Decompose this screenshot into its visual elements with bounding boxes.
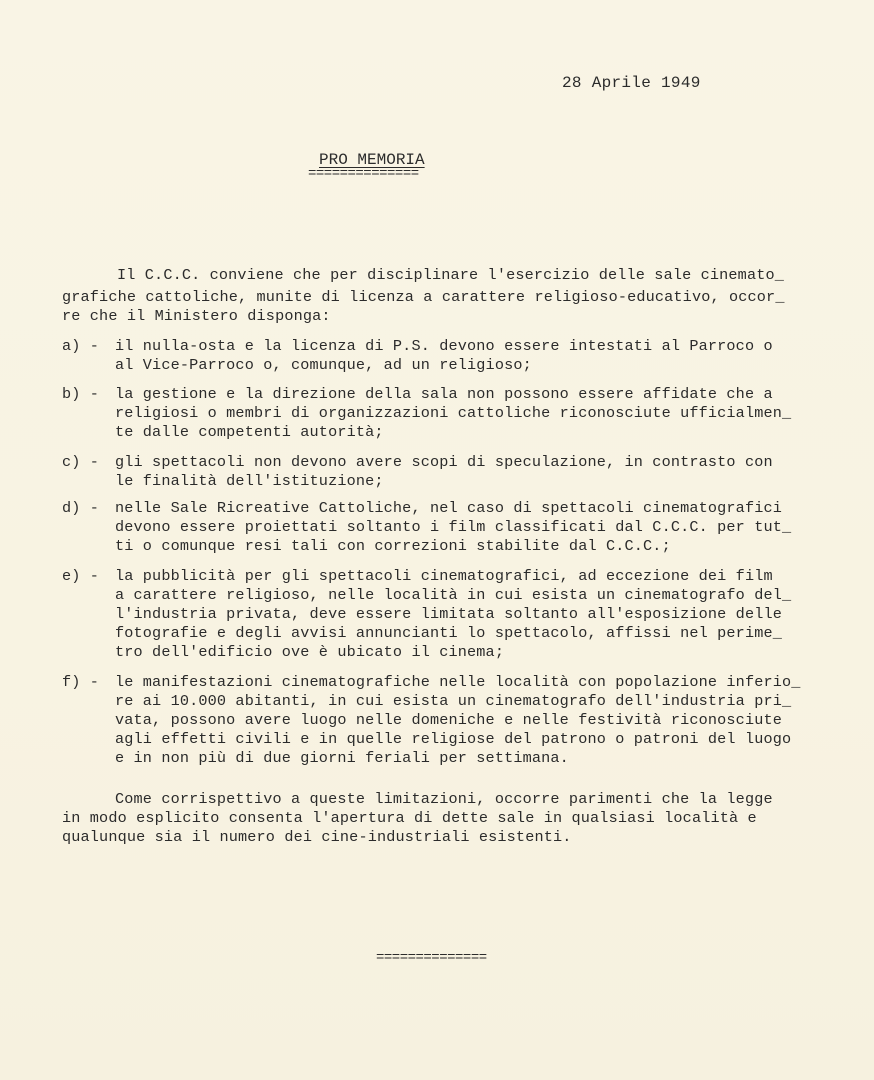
item-c-line: le finalità dell'istituzione; [115,472,384,490]
closing-rule: ============== [376,950,487,966]
item-a-label: a) - [62,337,100,355]
document-title: PRO MEMORIA [319,151,425,169]
closing-line: qualunque sia il numero dei cine-industriali esistenti. [62,828,572,846]
item-d-line: nelle Sale Ricreative Cattoliche, nel caso di spettacoli cinematografici [115,499,783,517]
intro-line: re che il Ministero disponga: [62,307,331,325]
intro-line: grafiche cattoliche, munite di licenza a carattere religioso-educativo, occor_ [62,288,785,306]
item-c-line: gli spettacoli non devono avere scopi di speculazione, in contrasto con [115,453,773,471]
item-f-line: e in non più di due giorni feriali per settimana. [115,749,569,767]
item-b-line: religiosi o membri di organizzazioni cattoliche riconosciute ufficialmen_ [115,404,792,422]
closing-line: Come corrispettivo a queste limitazioni, occorre parimenti che la legge [115,790,773,808]
item-b-line: te dalle competenti autorità; [115,423,384,441]
intro-line: Il C.C.C. conviene che per disciplinare l'esercizio delle sale cinemato_ [117,266,785,284]
item-f-line: le manifestazioni cinematografiche nelle località con popolazione inferio_ [115,673,801,691]
item-d-line: devono essere proiettati soltanto i film classificati dal C.C.C. per tut_ [115,518,792,536]
item-d-label: d) - [62,499,100,517]
item-f-label: f) - [62,673,100,691]
item-a-line: il nulla-osta e la licenza di P.S. devono essere intestati al Parroco o [115,337,773,355]
item-e-label: e) - [62,567,100,585]
item-f-line: vata, possono avere luogo nelle domeniche e nelle festività riconosciute [115,711,783,729]
item-e-line: a carattere religioso, nelle località in cui esista un cinematografo del_ [115,586,792,604]
item-e-line: l'industria privata, deve essere limitata soltanto all'esposizione delle [115,605,783,623]
item-e-line: tro dell'edificio ove è ubicato il cinema; [115,643,505,661]
item-d-line: ti o comunque resi tali con correzioni stabilite dal C.C.C.; [115,537,671,555]
item-b-label: b) - [62,385,100,403]
document-date: 28 Aprile 1949 [562,74,701,92]
item-a-line: al Vice-Parroco o, comunque, ad un religioso; [115,356,532,374]
item-c-label: c) - [62,453,100,471]
item-f-line: re ai 10.000 abitanti, in cui esista un cinematografo dell'industria pri_ [115,692,792,710]
item-b-line: la gestione e la direzione della sala non possono essere affidate che a [115,385,773,403]
item-e-line: fotografie e degli avvisi annuncianti lo spettacolo, affissi nel perime_ [115,624,783,642]
title-underline-rule: ============== [308,166,419,182]
item-e-line: la pubblicità per gli spettacoli cinematografici, ad eccezione dei film [115,567,773,585]
closing-line: in modo esplicito consenta l'apertura di dette sale in qualsiasi località e [62,809,757,827]
item-f-line: agli effetti civili e in quelle religiose del patrono o patroni del luogo [115,730,792,748]
